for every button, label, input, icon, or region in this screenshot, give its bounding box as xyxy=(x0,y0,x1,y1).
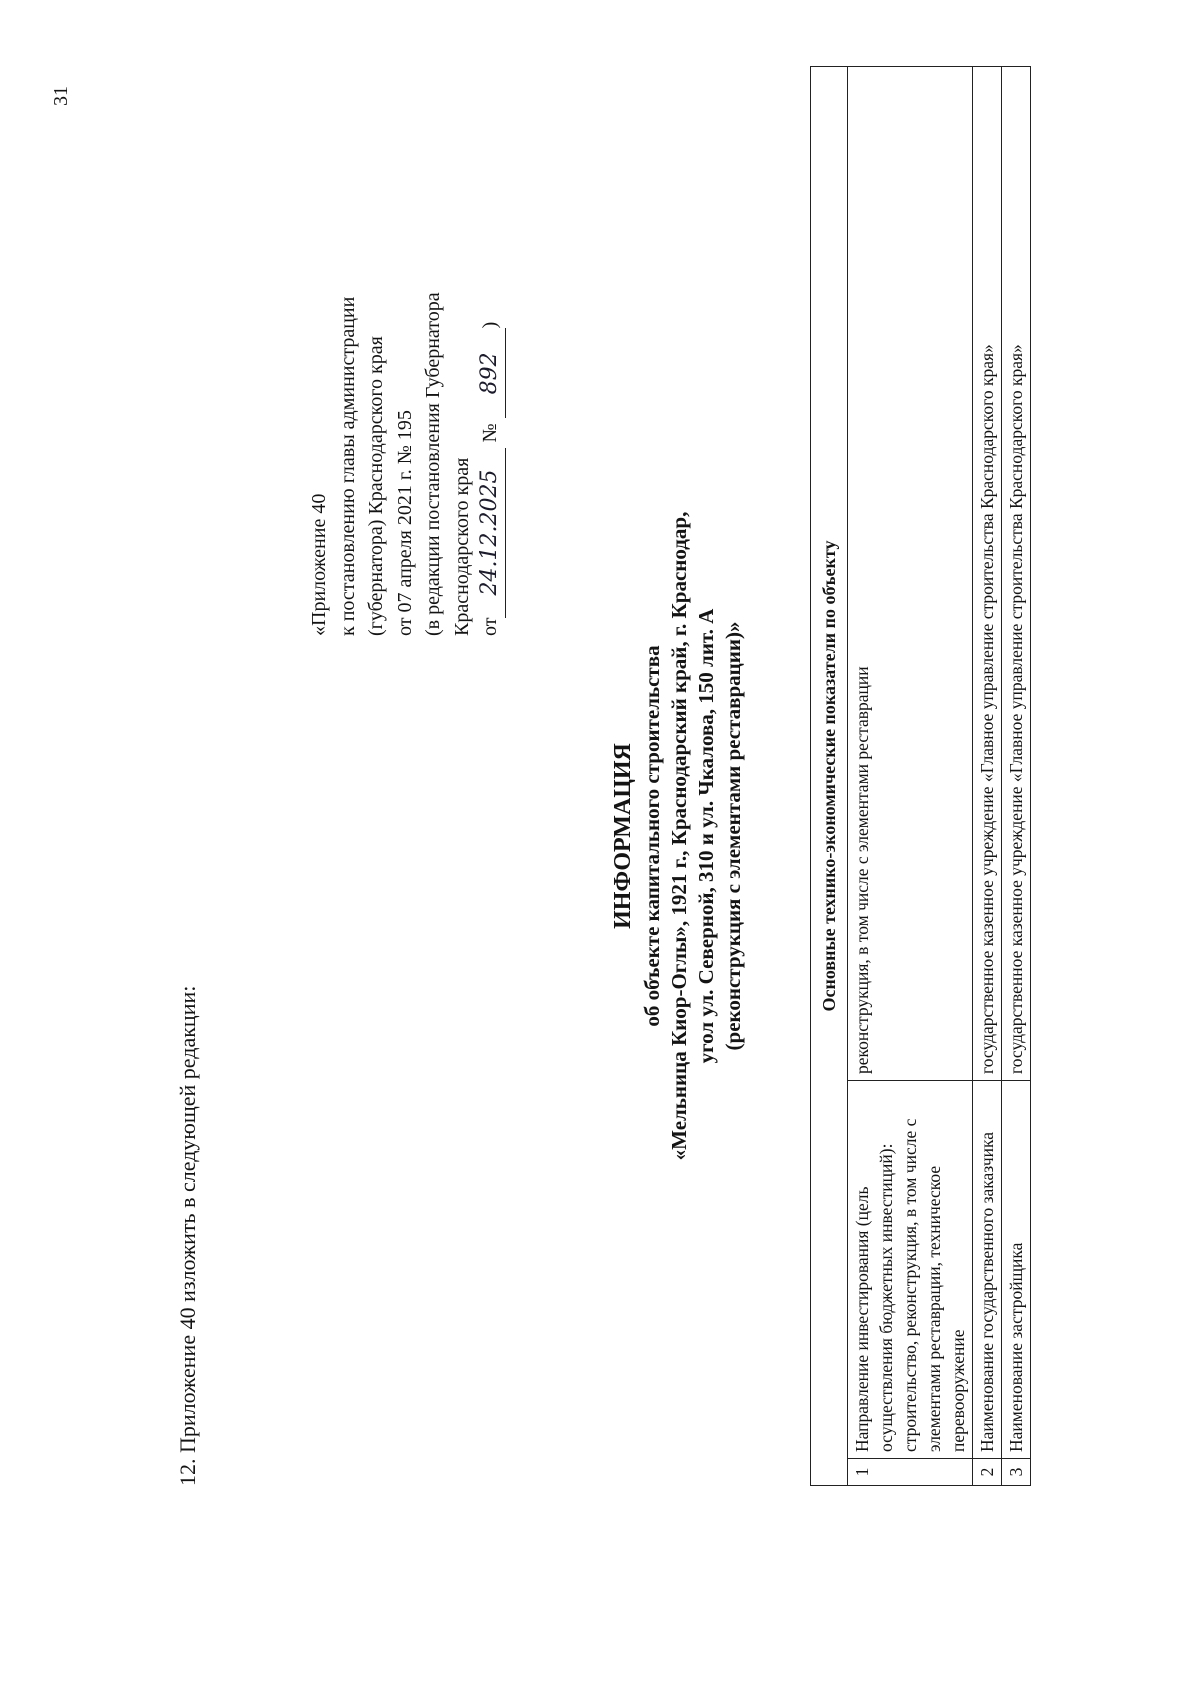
document-heading xyxy=(610,386,747,1286)
row-value: реконструкция, в том числе с элементами реставрации xyxy=(848,67,973,1081)
appendix-line: от 07 апреля 2021 г. № 195 xyxy=(393,410,416,636)
indicators-table xyxy=(810,66,1031,1486)
closing-paren: ) xyxy=(479,321,501,329)
row-label: Наименование застройщика xyxy=(1002,1081,1031,1459)
heading-line: угол ул. Северной, 310 и ул. Чкалова, 150 лит. А xyxy=(694,608,718,1064)
page-number: 31 xyxy=(50,86,72,106)
row-value: государственное казенное учреждение «Главное управление строительства Краснодарского края» xyxy=(973,67,1002,1081)
table-caption: Основные технико-экономические показатели по объекту xyxy=(811,67,848,1486)
appendix-line: к постановлению главы администрации xyxy=(336,296,359,636)
appendix-date-line xyxy=(476,16,506,636)
appendix-line: (губернатора) Краснодарского края xyxy=(365,336,387,636)
number-prefix: № xyxy=(479,423,501,443)
heading-line: (реконструкция с элементами реставрации)» xyxy=(721,621,745,1051)
handwritten-number: 892 xyxy=(476,328,506,418)
row-value: государственное казенное учреждение «Главное управление строительства Краснодарского края» xyxy=(1002,67,1031,1081)
table-row xyxy=(973,67,1002,1486)
table-row xyxy=(848,67,973,1486)
row-number: 1 xyxy=(848,1459,973,1486)
intro-paragraph: 12. Приложение 40 изложить в следующей редакции: xyxy=(175,985,200,1486)
appendix-line: (в редакции постановления Губернатора xyxy=(422,292,444,636)
appendix-header xyxy=(305,16,506,636)
date-prefix: от xyxy=(479,617,501,636)
table-caption-row xyxy=(811,67,848,1486)
row-number: 3 xyxy=(1002,1459,1031,1486)
appendix-line: Краснодарского края xyxy=(450,457,473,636)
handwritten-date: 24.12.2025 xyxy=(476,448,506,618)
table-row xyxy=(1002,67,1031,1486)
row-label: Направление инвестирования (цель осуществления бюджетных инвестиций): строительство, реконструкция, в том числе с элементами реставрации, техническое перевооружение xyxy=(848,1081,973,1459)
heading-line: «Мельница Киор-Оглы», 1921 г., Краснодарский край, г. Краснодар, xyxy=(667,511,691,1161)
row-number: 2 xyxy=(973,1459,1002,1486)
heading-title: ИНФОРМАЦИЯ xyxy=(610,743,636,929)
appendix-line: «Приложение 40 xyxy=(308,493,330,636)
row-label: Наименование государственного заказчика xyxy=(973,1081,1002,1459)
heading-line: об объекте капитального строительства xyxy=(640,645,664,1027)
